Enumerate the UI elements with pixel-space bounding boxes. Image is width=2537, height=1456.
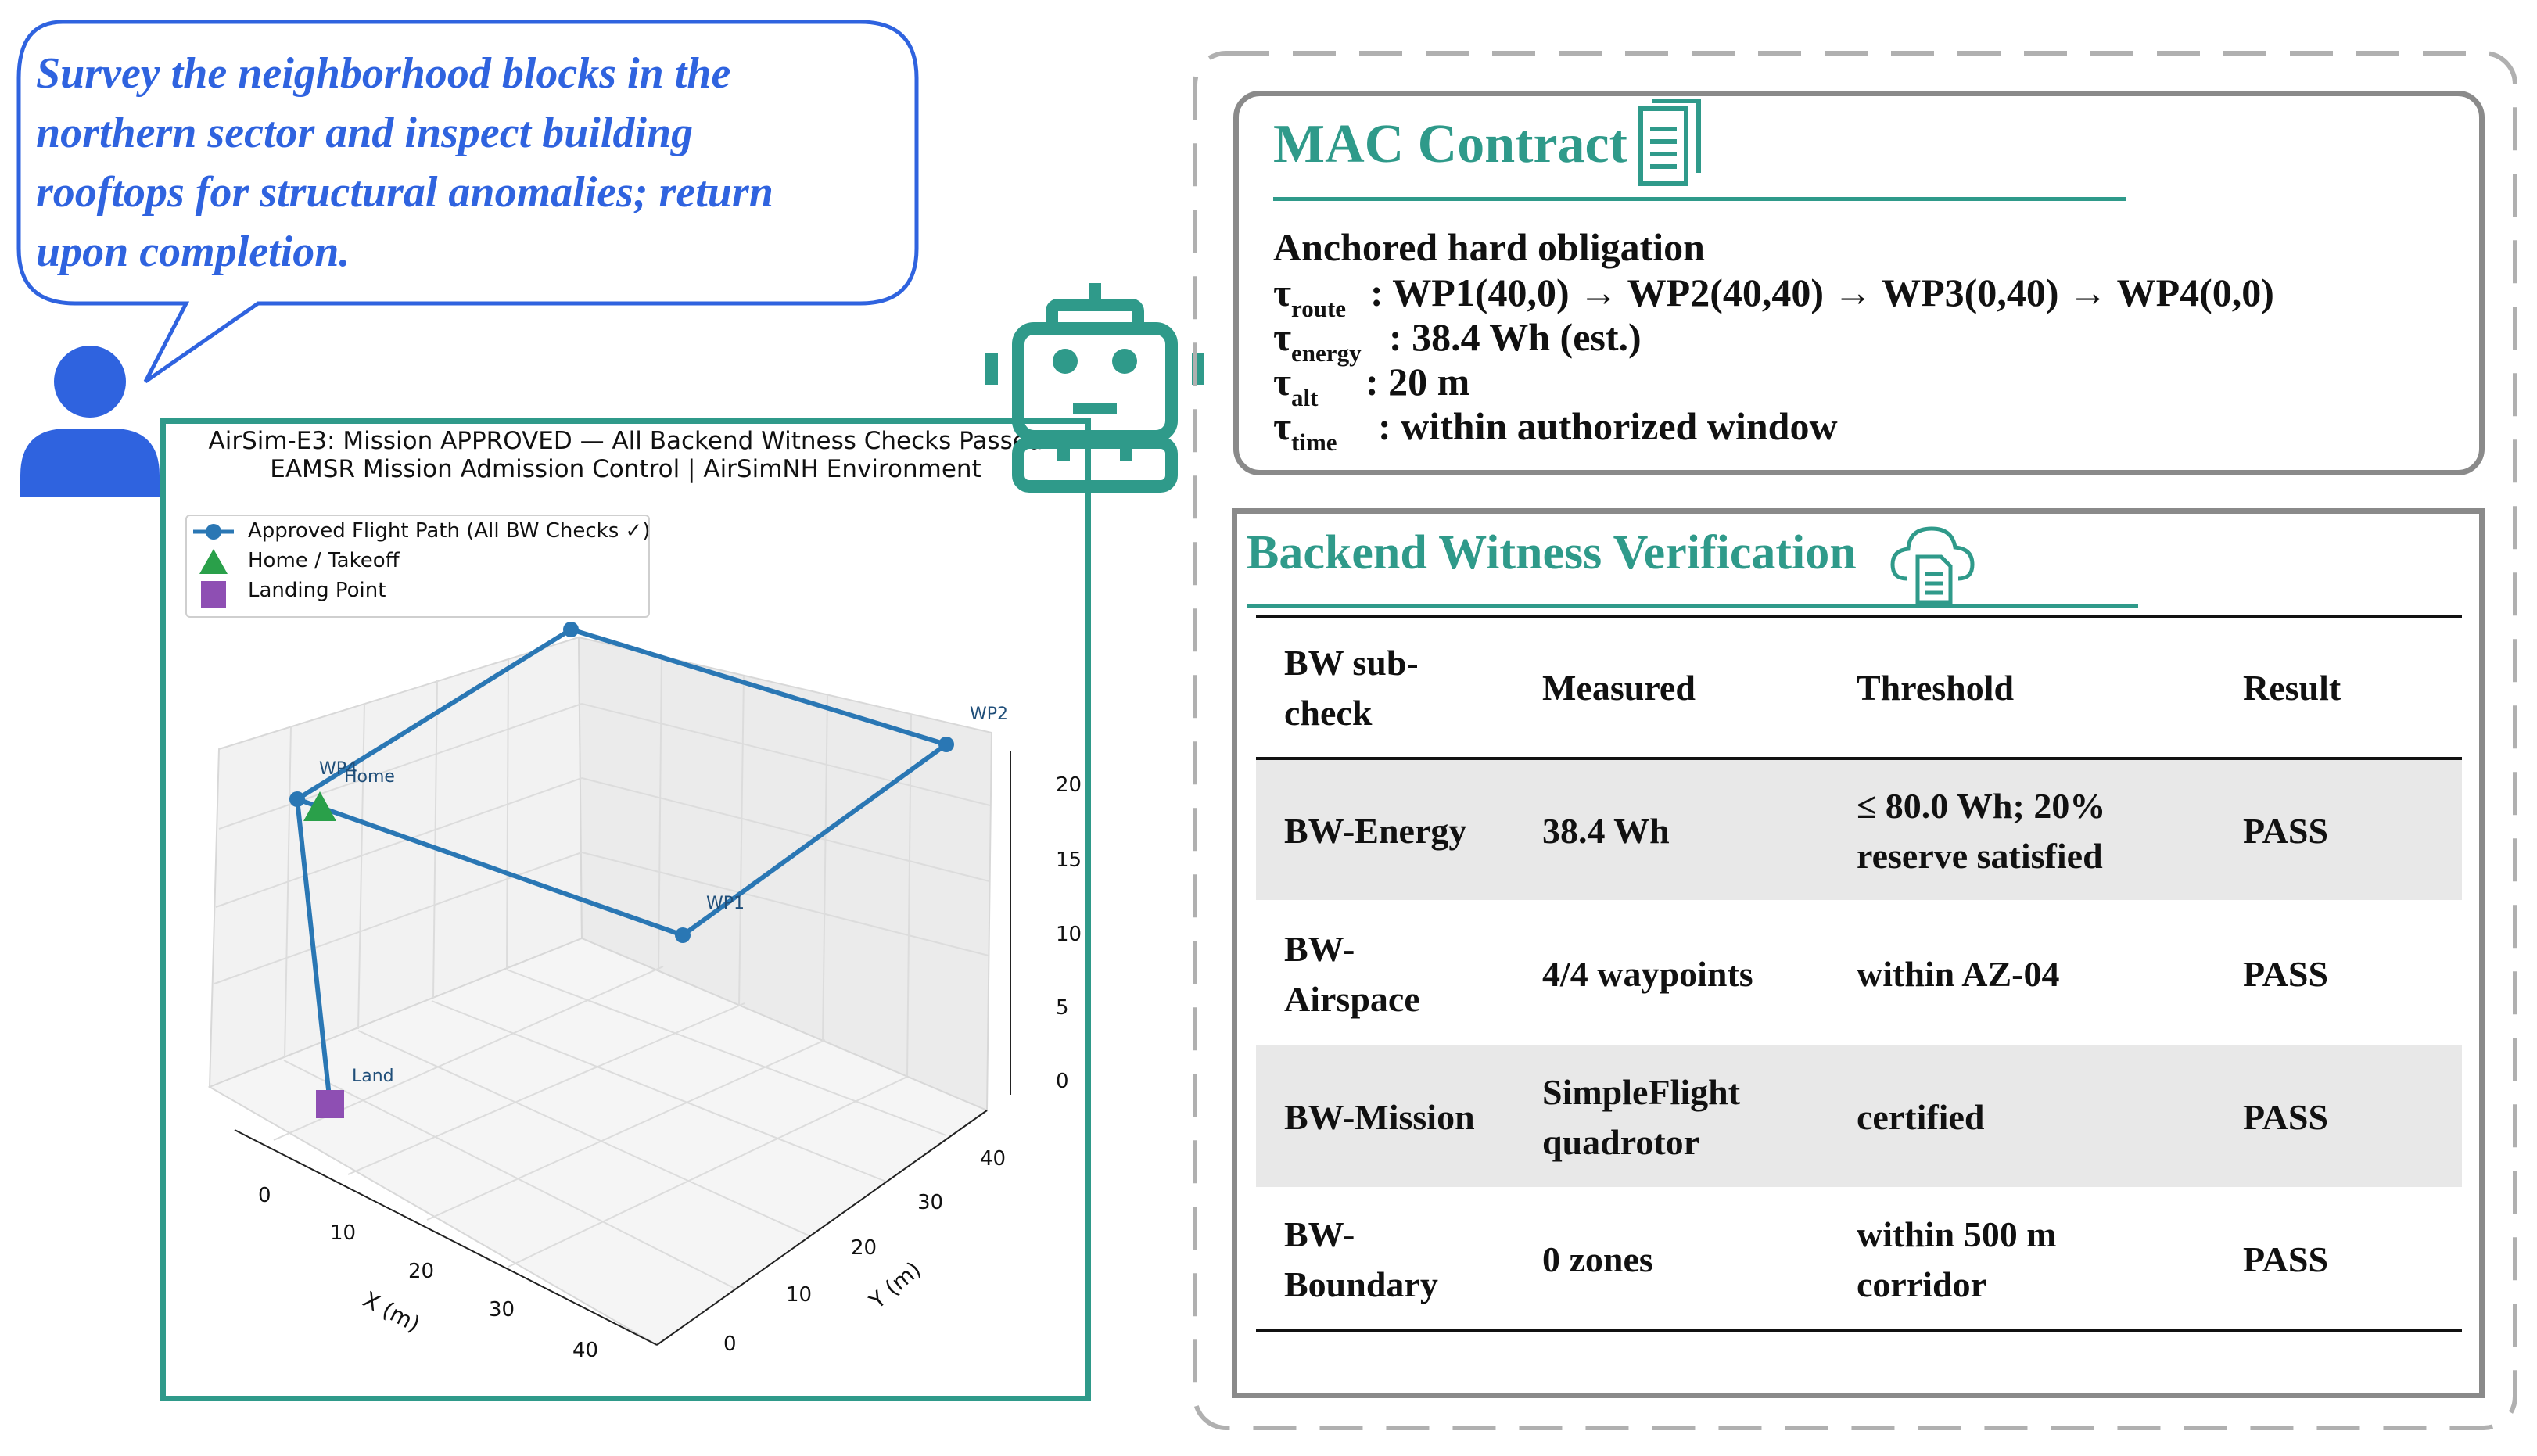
z-tick: 15: [1056, 848, 1082, 872]
row-boundary-name: [1284, 1210, 1438, 1310]
x-tick: 40: [572, 1339, 599, 1362]
row-boundary-measured: 0 zones: [1542, 1239, 1653, 1279]
z-tick: 5: [1056, 996, 1069, 1020]
y-tick: 10: [786, 1283, 813, 1307]
mac-title-underline: [1273, 197, 2126, 201]
tau-symbol: τ: [1273, 404, 1292, 448]
legend-home-label: Home / Takeoff: [248, 549, 400, 572]
y-tick: 40: [980, 1147, 1007, 1171]
row-airspace-result: PASS: [2243, 954, 2329, 994]
bw-title-underline: [1247, 604, 2138, 608]
row-mission-name: BW-Mission: [1284, 1097, 1475, 1137]
z-tick: 20: [1056, 773, 1082, 797]
mac-energy-line: [1273, 314, 1642, 367]
name-line: Airspace: [1284, 979, 1420, 1019]
waypoint-wp4: [289, 791, 305, 807]
legend-landing-label: Landing Point: [248, 579, 386, 602]
header-result: Result: [2243, 668, 2341, 708]
waypoint-wp2: [938, 737, 954, 752]
name-line: BW-: [1284, 929, 1355, 969]
mac-title: MAC Contract: [1273, 114, 1627, 174]
row-airspace-name: [1284, 924, 1420, 1024]
land-label: Land: [352, 1067, 394, 1086]
bw-title: Backend Witness Verification: [1247, 526, 1857, 579]
tau-symbol: τ: [1273, 315, 1292, 359]
x-axis-label: X (m): [358, 1286, 425, 1338]
y-tick: 20: [851, 1236, 877, 1260]
threshold-line: within 500 m: [1857, 1214, 2057, 1254]
instruction-line: rooftops for structural anomalies; return: [36, 168, 773, 217]
legend-path-label: Approved Flight Path (All BW Checks ✓): [248, 519, 651, 543]
row-boundary-result: PASS: [2243, 1239, 2329, 1279]
table-top-rule: [1256, 615, 2462, 618]
measured-line: SimpleFlight: [1542, 1072, 1741, 1112]
legend-path-marker: [206, 524, 221, 540]
x-tick: 20: [408, 1260, 435, 1283]
measured-line: quadrotor: [1542, 1122, 1700, 1162]
threshold-line: corridor: [1857, 1264, 1987, 1304]
x-tick: 10: [330, 1221, 357, 1245]
route-value: : WP1(40,0) → WP2(40,40) → WP3(0,40) → WP4(0,0): [1370, 271, 2274, 314]
threshold-line: reserve satisfied: [1857, 836, 2103, 876]
tau-symbol: τ: [1273, 271, 1292, 314]
wp1-label: WP1: [706, 894, 745, 913]
wp2-label: WP2: [970, 705, 1009, 724]
landing-marker: [316, 1090, 344, 1118]
header-subcheck: [1284, 638, 1419, 738]
row-airspace-measured: 4/4 waypoints: [1542, 954, 1753, 994]
y-tick: 0: [723, 1332, 737, 1356]
alt-subscript: alt: [1291, 384, 1319, 411]
flight-path-3d-plot: [0, 0, 1134, 1431]
instruction-line: Survey the neighborhood blocks in the: [36, 49, 731, 98]
home-label: Home: [344, 767, 395, 787]
row-mission-measured: [1542, 1067, 1740, 1167]
energy-value: : 38.4 Wh (est.): [1389, 315, 1642, 359]
mac-alt-line: [1273, 359, 1470, 411]
y-tick: 30: [917, 1191, 944, 1214]
legend-markers: [185, 515, 248, 615]
header-threshold: Threshold: [1857, 668, 2015, 708]
row-airspace-threshold: within AZ-04: [1857, 954, 2060, 994]
y-axis-label: Y (m): [864, 1256, 927, 1314]
wp4-label: WP4: [319, 759, 358, 779]
energy-subscript: energy: [1291, 339, 1362, 367]
header-measured: Measured: [1542, 668, 1696, 708]
name-line: Boundary: [1284, 1264, 1438, 1304]
time-value: : within authorized window: [1378, 404, 1838, 448]
row-boundary-threshold: [1857, 1210, 2057, 1310]
mac-route-line: [1273, 270, 2274, 322]
row-energy-measured: 38.4 Wh: [1542, 811, 1670, 851]
legend-home-marker: [199, 549, 228, 574]
header-subcheck-line: BW sub-: [1284, 643, 1419, 683]
header-subcheck-line: check: [1284, 693, 1373, 733]
row-mission-threshold: certified: [1857, 1097, 1985, 1137]
plot-title-line1: AirSim-E3: Mission APPROVED — All Backend Witness Checks Passed: [208, 427, 1043, 455]
mac-obligation: Anchored hard obligation: [1273, 225, 1705, 269]
plot-title-line2: EAMSR Mission Admission Control | AirSimNH Environment: [270, 455, 981, 483]
tau-symbol: τ: [1273, 360, 1292, 403]
row-energy-threshold: [1857, 781, 2105, 881]
name-line: BW-: [1284, 1214, 1355, 1254]
instruction-line: upon completion.: [36, 228, 350, 276]
z-tick: 10: [1056, 923, 1082, 946]
time-subscript: time: [1291, 429, 1337, 456]
table-header-rule: [1256, 757, 2462, 760]
mac-time-line: [1273, 403, 1838, 456]
waypoint-wp3: [563, 622, 579, 637]
alt-value: : 20 m: [1365, 360, 1470, 403]
table-bottom-rule: [1256, 1329, 2462, 1332]
robot-icon: [985, 282, 1204, 493]
document-icon: [1635, 98, 1713, 192]
x-tick: 30: [489, 1298, 515, 1322]
row-energy-result: PASS: [2243, 811, 2329, 851]
z-tick: 0: [1056, 1070, 1069, 1093]
legend-landing-marker: [201, 581, 226, 608]
cloud-document-icon: [1889, 522, 1975, 605]
route-subscript: route: [1291, 295, 1347, 322]
instruction-line: northern sector and inspect building: [36, 109, 694, 157]
row-energy-name: BW-Energy: [1284, 811, 1467, 851]
row-mission-result: PASS: [2243, 1097, 2329, 1137]
threshold-line: ≤ 80.0 Wh; 20%: [1857, 786, 2106, 826]
waypoint-wp1: [675, 927, 691, 943]
x-tick: 0: [258, 1184, 271, 1207]
